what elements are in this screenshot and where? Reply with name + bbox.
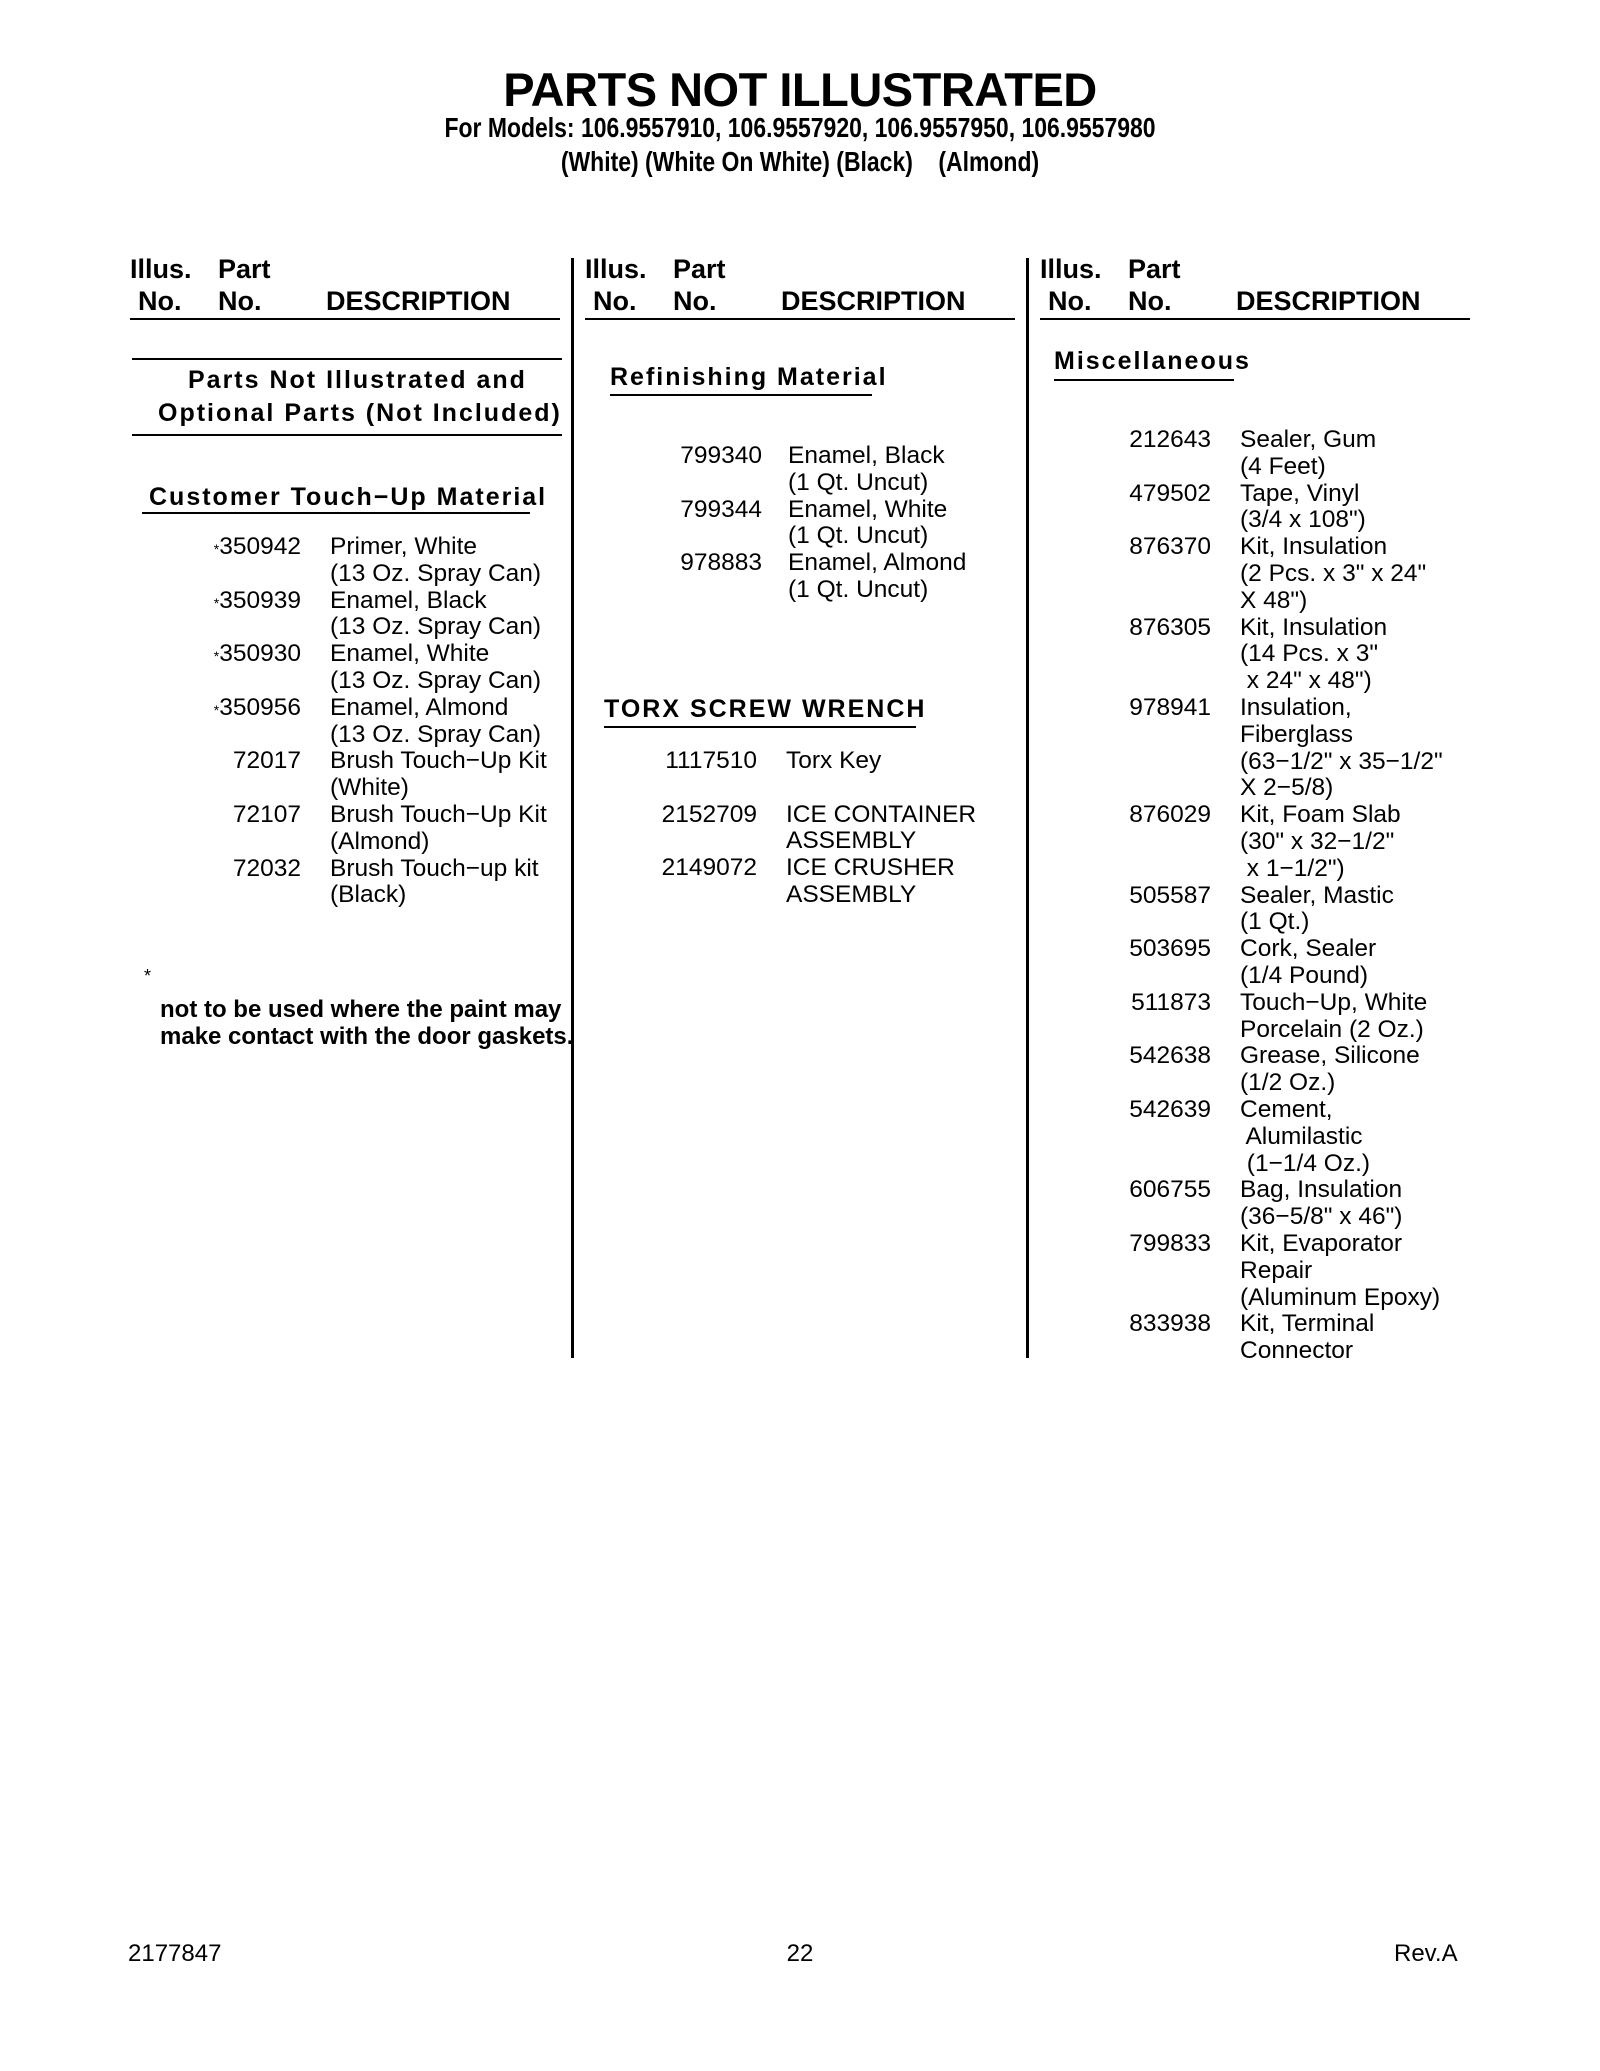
- section-title-torx: TORX SCREW WRENCH: [604, 695, 927, 723]
- paint-note: not to be used where the paint may make contact with the door gaskets.: [160, 996, 574, 1050]
- part-number: [1110, 1311, 1211, 1338]
- description-line: Kit, Foam Slab: [1240, 801, 1401, 829]
- part-description: [1240, 802, 1490, 882]
- box-title-line1: Parts Not Illustrated and: [188, 366, 527, 394]
- touch-up-list: [200, 534, 570, 909]
- part-number: [660, 497, 762, 524]
- part-number: [1110, 802, 1211, 829]
- part-number-text: 876370: [1129, 533, 1211, 561]
- description-line: Fiberglass: [1240, 720, 1354, 748]
- page-title: PARTS NOT ILLUSTRATED: [503, 63, 1097, 116]
- description-line: (13 Oz. Spray Can): [330, 613, 542, 641]
- part-number-text: 2149072: [661, 854, 757, 882]
- part-row: [1110, 427, 1490, 481]
- description-line: Grease, Silicone: [1240, 1042, 1420, 1070]
- asterisk-marker: *: [213, 701, 220, 718]
- part-description: [1240, 990, 1490, 1044]
- description-line: Brush Touch−Up Kit: [330, 800, 547, 828]
- part-description: [786, 855, 1020, 909]
- header-rule: [1040, 318, 1470, 320]
- description-line: ASSEMBLY: [786, 827, 917, 855]
- part-number-text: 978883: [680, 549, 762, 577]
- description-line: Brush Touch−up kit: [330, 854, 539, 882]
- description-line: Torx Key: [786, 747, 882, 774]
- part-number-text: 350956: [219, 693, 301, 721]
- description-line: (1/4 Pound): [1240, 961, 1369, 989]
- part-row: [1110, 1177, 1490, 1231]
- description-line: (White): [330, 774, 409, 802]
- description-line: Enamel, Black: [330, 586, 487, 614]
- part-number-text: 799833: [1129, 1229, 1211, 1257]
- part-number-text: 72107: [232, 800, 301, 828]
- column-header-1: [130, 250, 560, 322]
- part-number-text: 799340: [680, 442, 762, 469]
- part-number-text: 350942: [219, 533, 301, 560]
- column-header-3: [1040, 250, 1470, 322]
- part-row: [200, 856, 570, 910]
- description-label: DESCRIPTION: [781, 286, 966, 316]
- revision: Rev.A: [1394, 1940, 1458, 1967]
- part-number: [1110, 1231, 1211, 1258]
- part-description: [330, 695, 570, 749]
- description-line: Kit, Insulation: [1240, 533, 1388, 561]
- description-line: ASSEMBLY: [786, 880, 917, 908]
- part-description: [1240, 695, 1490, 802]
- part-number: [1110, 990, 1211, 1017]
- part-description: [1240, 1231, 1490, 1311]
- part-description: [788, 443, 1020, 497]
- description-line: ICE CONTAINER: [786, 800, 977, 828]
- description-line: (1 Qt. Uncut): [788, 468, 929, 496]
- column-header-2: [585, 250, 1015, 322]
- description-line: (13 Oz. Spray Can): [330, 666, 542, 694]
- section-rule: [142, 512, 530, 514]
- description-line: (Aluminum Epoxy): [1240, 1283, 1441, 1311]
- description-line: Kit, Terminal: [1240, 1310, 1375, 1338]
- part-number-text: 606755: [1129, 1176, 1211, 1204]
- illus-no-label: No.: [138, 286, 182, 316]
- description-line: Primer, White: [330, 533, 478, 560]
- part-description: [786, 802, 1020, 856]
- description-line: Cement,: [1240, 1095, 1333, 1123]
- part-description: [1240, 1177, 1490, 1231]
- description-line: x 1−1/2"): [1240, 854, 1345, 882]
- description-line: (1 Qt. Uncut): [788, 522, 929, 550]
- description-line: ICE CRUSHER: [786, 854, 955, 882]
- description-line: x 24" x 48"): [1240, 667, 1372, 695]
- part-number-text: 542639: [1129, 1095, 1211, 1123]
- part-number-text: 2152709: [661, 800, 757, 828]
- part-description: [1240, 481, 1490, 535]
- part-description: [330, 588, 570, 642]
- description-line: Tape, Vinyl: [1240, 479, 1360, 507]
- part-number-text: 833938: [1129, 1310, 1211, 1338]
- part-row: [1110, 481, 1490, 535]
- part-no-label: No.: [1128, 286, 1172, 316]
- part-number-text: 503695: [1129, 935, 1211, 963]
- part-row: [650, 802, 1020, 856]
- part-row: [1110, 1311, 1490, 1365]
- part-description: [788, 550, 1020, 604]
- part-description: [788, 497, 1020, 551]
- part-row: [1110, 534, 1490, 614]
- description-line: (1−1/4 Oz.): [1240, 1149, 1371, 1177]
- doc-number: 2177847: [128, 1940, 222, 1967]
- description-label: DESCRIPTION: [326, 286, 511, 316]
- page-number: 22: [786, 1940, 814, 1967]
- description-line: (13 Oz. Spray Can): [330, 720, 542, 748]
- part-row: [200, 695, 570, 749]
- part-number-text: 350939: [219, 586, 301, 614]
- section-rule: [610, 394, 872, 396]
- note-asterisk: *: [144, 966, 152, 986]
- part-description: [330, 641, 570, 695]
- header-rule: [130, 318, 560, 320]
- colors-subtitle: (White) (White On White) (Black) (Almond): [560, 146, 1040, 177]
- part-row: [650, 775, 1020, 802]
- part-row: [1110, 802, 1490, 882]
- part-row: [1110, 936, 1490, 990]
- part-label: Part: [1128, 254, 1181, 284]
- description-line: (1/2 Oz.): [1240, 1069, 1336, 1097]
- part-number-text: 72032: [232, 854, 301, 882]
- part-row: [1110, 695, 1490, 802]
- part-description: [330, 748, 570, 802]
- part-label: Part: [218, 254, 271, 284]
- description-line: (1 Qt.): [1240, 908, 1310, 936]
- part-row: [200, 534, 570, 588]
- description-line: Repair: [1240, 1256, 1313, 1284]
- description-line: Porcelain (2 Oz.): [1240, 1015, 1424, 1043]
- part-number-text: 876029: [1129, 801, 1211, 829]
- part-number-text: 876305: [1129, 613, 1211, 641]
- part-number: [200, 802, 301, 829]
- illus-label: Illus.: [585, 254, 647, 284]
- part-number: [1110, 1097, 1211, 1124]
- part-number: [1110, 695, 1211, 722]
- part-description: [1240, 1311, 1490, 1365]
- section-rule: [1054, 379, 1234, 381]
- part-row: [1110, 1231, 1490, 1311]
- part-no-label: No.: [218, 286, 262, 316]
- part-number: [1110, 534, 1211, 561]
- part-number-text: 542638: [1129, 1042, 1211, 1070]
- part-description: [786, 775, 1020, 802]
- part-number-text: 799344: [680, 495, 762, 523]
- description-line: Brush Touch−Up Kit: [330, 747, 547, 775]
- description-line: (2 Pcs. x 3" x 24": [1240, 559, 1427, 587]
- description-line: Kit, Evaporator: [1240, 1229, 1403, 1257]
- part-row: [1110, 883, 1490, 937]
- section-title-touch-up: Customer Touch−Up Material: [149, 483, 548, 511]
- part-row: [650, 855, 1020, 909]
- part-row: [660, 550, 1020, 604]
- part-number: [650, 855, 757, 882]
- part-number: [200, 695, 301, 722]
- part-number-text: 350930: [219, 640, 301, 668]
- description-line: (Almond): [330, 827, 430, 855]
- part-description: [1240, 615, 1490, 695]
- part-row: [1110, 1043, 1490, 1097]
- description-line: Touch−Up, White: [1240, 988, 1428, 1016]
- description-line: (3/4 x 108"): [1240, 506, 1366, 534]
- part-row: [660, 497, 1020, 551]
- section-title-refinishing: Refinishing Material: [610, 363, 888, 391]
- part-description: [1240, 534, 1490, 614]
- part-number: [1110, 427, 1211, 454]
- part-description: [1240, 427, 1490, 481]
- description-label: DESCRIPTION: [1236, 286, 1421, 316]
- description-line: Alumilastic: [1240, 1122, 1363, 1150]
- part-number: [660, 443, 762, 470]
- description-line: Kit, Insulation: [1240, 613, 1388, 641]
- part-number: [200, 748, 301, 775]
- part-number: [200, 856, 301, 883]
- part-description: [1240, 883, 1490, 937]
- part-row: [200, 588, 570, 642]
- illus-label: Illus.: [1040, 254, 1102, 284]
- part-number: [200, 588, 301, 615]
- asterisk-marker: *: [213, 594, 220, 611]
- description-line: Sealer, Mastic: [1240, 881, 1394, 909]
- description-line: (63−1/2" x 35−1/2": [1240, 747, 1443, 775]
- part-description: [330, 802, 570, 856]
- header-rule: [585, 318, 1015, 320]
- part-number: [660, 550, 762, 577]
- part-number-text: 978941: [1129, 693, 1211, 721]
- part-description: [330, 856, 570, 910]
- part-description: [330, 534, 570, 588]
- part-row: [650, 748, 1020, 775]
- description-line: Bag, Insulation: [1240, 1176, 1403, 1204]
- models-subtitle: For Models: 106.9557910, 106.9557920, 106.9557950, 106.9557980: [444, 112, 1156, 143]
- description-line: X 48"): [1240, 586, 1308, 614]
- part-number: [650, 802, 757, 829]
- box-title-line2: Optional Parts (Not Included): [158, 399, 562, 427]
- part-number: [1110, 615, 1211, 642]
- box-rule-top: [132, 358, 562, 360]
- part-number: [200, 641, 301, 668]
- illus-no-label: No.: [593, 286, 637, 316]
- part-number-text: 72017: [232, 747, 301, 775]
- part-row: [660, 443, 1020, 497]
- part-number-text: 505587: [1129, 881, 1211, 909]
- part-number-text: 1117510: [665, 747, 757, 774]
- description-line: (1 Qt. Uncut): [788, 575, 929, 603]
- description-line: Enamel, White: [788, 495, 948, 523]
- part-description: [1240, 1097, 1490, 1177]
- description-line: Enamel, Black: [788, 442, 945, 469]
- part-number-text: 212643: [1129, 426, 1211, 453]
- refinishing-list: [660, 443, 1020, 604]
- description-line: (Black): [330, 881, 407, 909]
- part-no-label: No.: [673, 286, 717, 316]
- illus-no-label: No.: [1048, 286, 1092, 316]
- part-number: [1110, 883, 1211, 910]
- box-rule-bottom: [132, 434, 562, 436]
- part-number: [200, 534, 301, 561]
- description-line: (14 Pcs. x 3": [1240, 640, 1379, 668]
- part-number: [1110, 481, 1211, 508]
- asterisk-marker: *: [213, 648, 220, 665]
- part-description: [1240, 936, 1490, 990]
- section-rule: [604, 726, 916, 728]
- part-row: [200, 802, 570, 856]
- part-row: [200, 748, 570, 802]
- description-line: Enamel, Almond: [330, 693, 509, 721]
- description-line: (36−5/8" x 46"): [1240, 1203, 1403, 1231]
- part-number: [650, 748, 757, 775]
- column-divider: [1026, 258, 1029, 1358]
- description-line: (4 Feet): [1240, 452, 1326, 480]
- part-label: Part: [673, 254, 726, 284]
- description-line: Cork, Sealer: [1240, 935, 1377, 963]
- misc-list: [1110, 427, 1490, 1365]
- part-number: [1110, 1043, 1211, 1070]
- description-line: Connector: [1240, 1337, 1354, 1365]
- part-number-text: 511873: [1131, 988, 1211, 1016]
- description-line: Enamel, Almond: [788, 549, 967, 577]
- section-title-misc: Miscellaneous: [1054, 347, 1251, 375]
- description-line: (13 Oz. Spray Can): [330, 559, 542, 587]
- description-line: (30" x 32−1/2": [1240, 827, 1395, 855]
- part-number-text: 479502: [1129, 479, 1211, 507]
- illus-label: Illus.: [130, 254, 192, 284]
- asterisk-marker: *: [213, 541, 220, 557]
- description-line: [786, 775, 1020, 802]
- part-row: [1110, 1097, 1490, 1177]
- description-line: X 2−5/8): [1240, 774, 1334, 802]
- part-number: [1110, 936, 1211, 963]
- part-row: [1110, 615, 1490, 695]
- part-row: [1110, 990, 1490, 1044]
- column-divider: [571, 258, 574, 1358]
- part-number: [1110, 1177, 1211, 1204]
- part-row: [200, 641, 570, 695]
- part-description: [786, 748, 1020, 775]
- description-line: Sealer, Gum: [1240, 426, 1377, 453]
- description-line: Insulation,: [1240, 693, 1352, 721]
- torx-list: [650, 748, 1020, 909]
- description-line: Enamel, White: [330, 640, 490, 668]
- part-description: [1240, 1043, 1490, 1097]
